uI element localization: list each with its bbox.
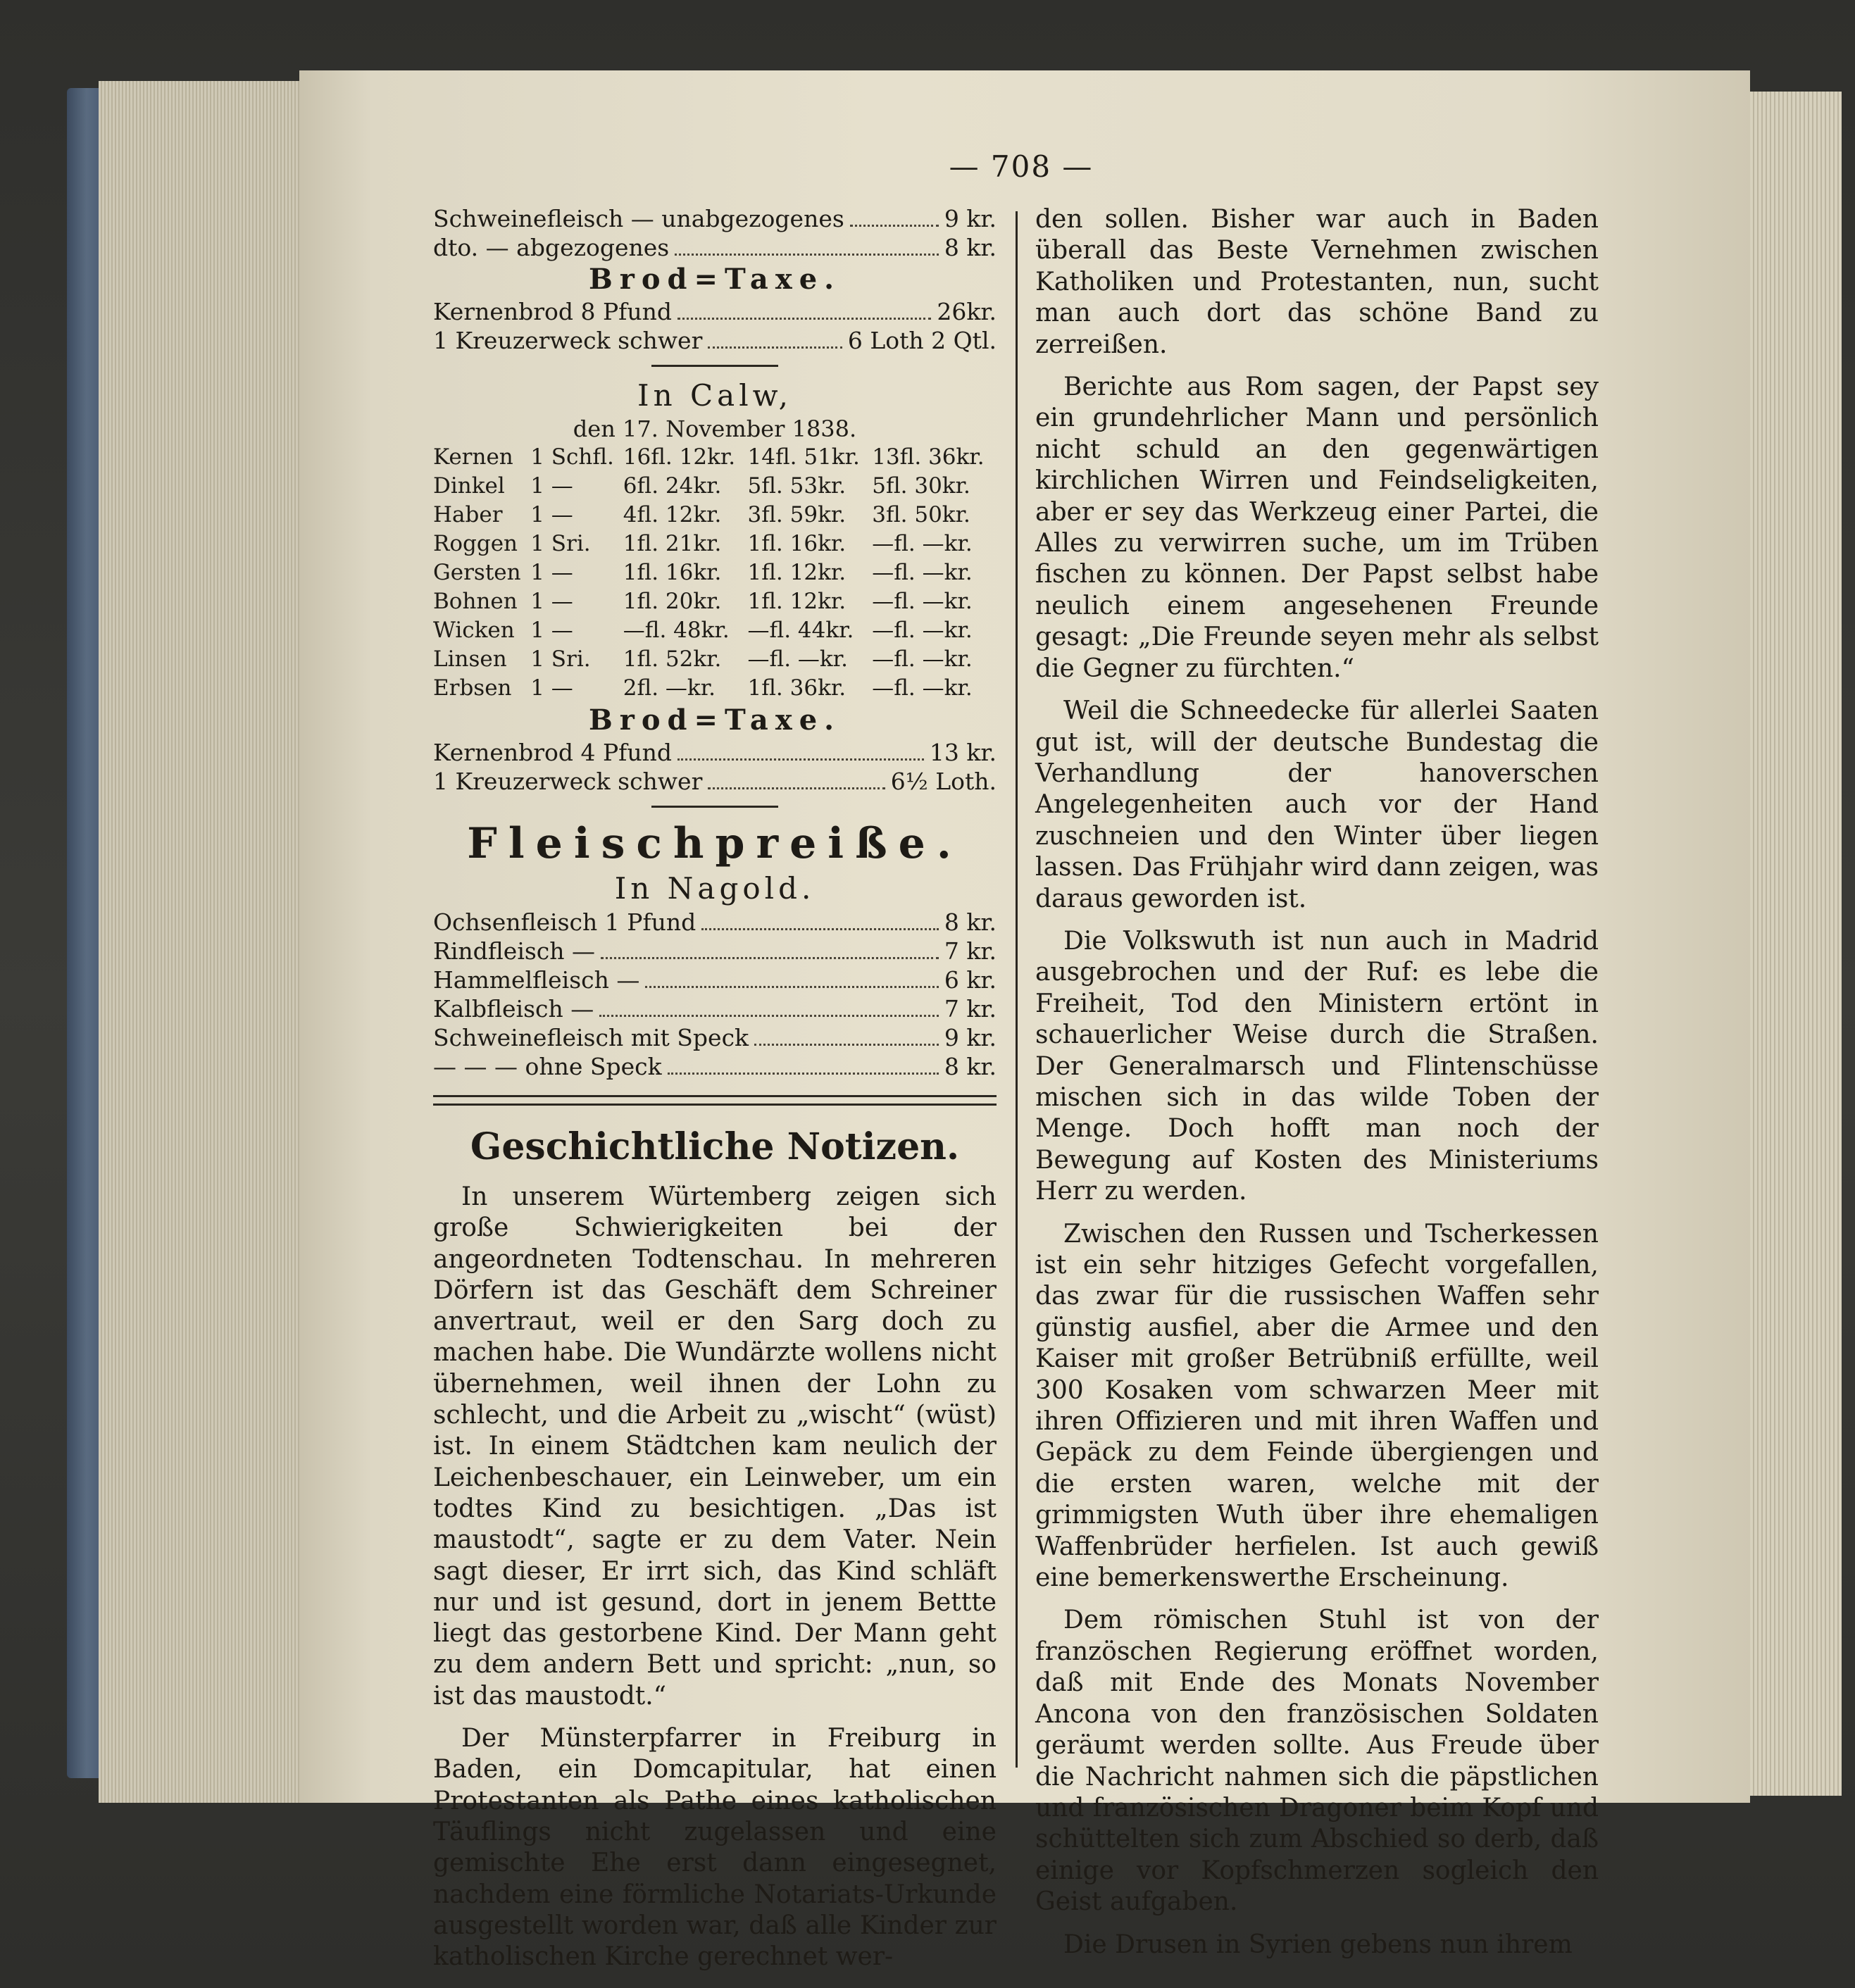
price-value: 8 kr. — [944, 908, 997, 936]
grain-cell-measure: 1 — — [530, 560, 573, 585]
article-paragraph: Die Drusen in Syrien gebens nun ihrem — [1063, 1930, 1573, 1959]
price-label: Kernenbrod 8 Pfund — [433, 298, 673, 325]
grain-row — [433, 616, 997, 645]
grain-row — [433, 587, 997, 616]
price-value: 6 kr. — [944, 966, 997, 994]
price-value: 9 kr. — [944, 1024, 997, 1051]
grain-cell-c1: 1fl. 21kr. — [623, 531, 722, 556]
grain-cell-c3: 13fl. 36kr. — [872, 444, 985, 470]
grain-cell-c2: —fl. 44kr. — [747, 618, 854, 643]
grain-cell-name: Erbsen — [433, 675, 512, 701]
price-label: Kalbfleisch — — [433, 995, 594, 1023]
grain-row — [433, 674, 997, 703]
price-row — [433, 965, 997, 994]
calw-heading: In Calw, — [637, 378, 792, 413]
price-value: 13 kr. — [929, 739, 997, 766]
grain-cell-c3: —fl. —kr. — [872, 531, 973, 556]
article-paragraph: Berichte aus Rom sagen, der Papst sey ein grundehrlicher Mann und persönlich nicht schuld an den gegenwärtigen kirchlichen Wirren und Feindseligkeiten, aber er sey das Werkzeug einer Partei, die Alles zu verwirren suche, um im Trüben fischen zu können. Der Papst selbst habe neulich einem angesehenen Freunde gesagt: „Die Freunde seyen mehr als selbst die Gegner zu fürchten.“ — [1035, 373, 1599, 683]
grain-cell-c3: 5fl. 30kr. — [872, 473, 970, 499]
grain-cell-c2: 5fl. 53kr. — [747, 473, 847, 499]
nagold-heading: In Nagold. — [614, 871, 816, 906]
price-value: 8 kr. — [944, 1053, 997, 1080]
grain-row — [433, 645, 997, 674]
brod-taxe-heading: Brod=Taxe. — [588, 263, 842, 296]
brod-taxe-heading: Brod=Taxe. — [588, 704, 842, 737]
grain-row — [433, 558, 997, 587]
price-row — [433, 233, 997, 262]
grain-cell-c2: 1fl. 12kr. — [747, 560, 847, 585]
price-row — [433, 297, 997, 326]
article-paragraph: In unserem Würtemberg zeigen sich große Schwierigkeiten bei der angeordneten Todtenschau. In mehreren Dörfern ist das Geschäft dem Schreiner anvertraut, weil er den Sarg doch zu machen habe. Die Wundärzte wollens nicht übernehmen, weil ihnen der Lohn zu schlecht, und die Arbeit zu „wischt“ (wüst) ist. In einem Städtchen kam neulich der Leichenbeschauer, ein Leinweber, um ein todtes Kind zu besichtigen. „Das ist maustodt“, sagte er zu dem Vater. Nein sagt dieser, Er irrt sich, das Kind schläft nur und ist gesund, dort in jenem Bettte liegt das gestorbene Kind. Der Mann geht zu dem andern Bett und spricht: „nun, so ist das maustodt.“ — [433, 1182, 997, 1711]
page-number: — 708 — — [949, 149, 1094, 184]
grain-row — [433, 443, 997, 472]
calw-date: den 17. November 1838. — [573, 415, 857, 442]
price-row — [433, 1052, 997, 1081]
grain-cell-c2: 1fl. 36kr. — [747, 675, 847, 701]
grain-cell-c1: —fl. 48kr. — [623, 618, 730, 643]
grain-row — [433, 530, 997, 558]
price-row — [433, 1023, 997, 1052]
grain-cell-c3: —fl. —kr. — [872, 646, 973, 672]
price-label: Schweinefleisch — unabgezogenes — [433, 205, 844, 232]
page-edges-right — [1750, 92, 1842, 1796]
price-value: 9 kr. — [944, 205, 997, 232]
grain-cell-measure: 1 Schfl. — [530, 444, 614, 470]
column-rule — [1016, 211, 1018, 1768]
grain-cell-measure: 1 — — [530, 675, 573, 701]
grain-cell-c2: 3fl. 59kr. — [747, 502, 847, 527]
left-column — [433, 204, 997, 1984]
price-row — [433, 994, 997, 1023]
grain-cell-measure: 1 — — [530, 618, 573, 643]
grain-cell-c2: 14fl. 51kr. — [747, 444, 860, 470]
grain-cell-name: Dinkel — [433, 473, 505, 499]
divider — [651, 365, 778, 367]
price-row — [433, 204, 997, 233]
price-value: 26kr. — [937, 298, 997, 325]
grain-cell-measure: 1 Sri. — [530, 646, 591, 672]
grain-cell-c1: 2fl. —kr. — [623, 675, 716, 701]
divider — [651, 806, 778, 808]
grain-cell-c1: 1fl. 52kr. — [623, 646, 722, 672]
grain-cell-c1: 16fl. 12kr. — [623, 444, 736, 470]
grain-price-table — [433, 443, 997, 703]
grain-cell-c3: 3fl. 50kr. — [872, 502, 970, 527]
price-label: Hammelfleisch — — [433, 966, 640, 994]
price-row — [433, 326, 997, 355]
article-paragraph: Weil die Schneedecke für allerlei Saaten gut ist, will der deutsche Bundestag die Verhandlung der hanoverschen Angelegenheiten auch vor der Hand zuschneien und den Winter über liegen lassen. Das Frühjahr wird dann zeigen, was daraus geworden ist. — [1035, 696, 1599, 913]
grain-cell-name: Linsen — [433, 646, 507, 672]
grain-cell-c3: —fl. —kr. — [872, 618, 973, 643]
fleischpreise-heading: Fleischpreiße. — [467, 819, 963, 868]
grain-cell-measure: 1 — — [530, 502, 573, 527]
price-label: Schweinefleisch mit Speck — [433, 1024, 749, 1051]
grain-cell-c2: 1fl. 16kr. — [747, 531, 847, 556]
grain-cell-c2: —fl. —kr. — [747, 646, 848, 672]
grain-cell-c1: 1fl. 20kr. — [623, 589, 722, 614]
grain-cell-name: Haber — [433, 502, 503, 527]
grain-cell-c1: 6fl. 24kr. — [623, 473, 722, 499]
article-paragraph: Zwischen den Russen und Tscherkessen ist ein sehr hitziges Gefecht vorgefallen, das zwar für die russischen Waffen sehr günstig ausfiel, aber die Armee und den Kaiser mit großer Betrübniß erfüllte, weil 300 Kosaken vom schwarzen Meer mit ihren Offizieren und mit ihren Waffen und Gepäck zu dem Feinde übergiengen und die ersten waren, welche mit der grimmigsten Wuth über ihre ehemaligen Waffenbrüder herfielen. Ist auch gewiß eine bemerkenswerthe Erscheinung. — [1035, 1219, 1599, 1593]
article-paragraph: den sollen. Bisher war auch in Baden überall das Beste Vernehmen zwischen Katholiken und Protestanten, nun, sucht man auch dort das schöne Band zu zerreißen. — [1035, 205, 1599, 359]
grain-cell-name: Gersten — [433, 560, 521, 585]
notizen-title: Geschichtliche Notizen. — [470, 1125, 960, 1168]
price-label: 1 Kreuzerweck schwer — [433, 768, 703, 795]
grain-cell-measure: 1 — — [530, 473, 573, 499]
right-column — [1035, 204, 1599, 1972]
price-value: 7 kr. — [944, 937, 997, 965]
grain-cell-c3: —fl. —kr. — [872, 560, 973, 585]
price-value: 7 kr. — [944, 995, 997, 1023]
article-paragraph: Dem römischen Stuhl ist von der französchen Regierung eröffnet worden, daß mit Ende des Monats November Ancona von den französischen Soldaten geräumt werden sollte. Aus Freude über die Nachricht nahmen sich die päpstlichen und französischen Dragoner beim Kopf und schüttelten sich zum Abschied so derb, daß einige vor Kopfschmerzen sogleich den Geist aufgaben. — [1035, 1606, 1599, 1917]
grain-cell-c1: 1fl. 16kr. — [623, 560, 722, 585]
double-divider — [433, 1095, 997, 1106]
grain-cell-name: Roggen — [433, 531, 518, 556]
article-paragraph: Der Münsterpfarrer in Freiburg in Baden, ein Domcapitular, hat einen Protestanten als Pathe eines katholischen Täuflings nicht zugelassen und eine gemischte Ehe erst dann eingesegnet, nachdem eine förmliche Notariats-Urkunde ausgestellt worden war, daß alle Kinder zur katholischen Kirche gerechnet wer- — [433, 1724, 997, 1972]
grain-cell-measure: 1 — — [530, 589, 573, 614]
grain-row — [433, 472, 997, 501]
meat-price-list — [433, 908, 997, 1081]
price-value: 6½ Loth. — [890, 768, 997, 795]
grain-cell-measure: 1 Sri. — [530, 531, 591, 556]
price-label: Rindfleisch — — [433, 937, 596, 965]
grain-cell-c3: —fl. —kr. — [872, 589, 973, 614]
price-label: — — — ohne Speck — [433, 1053, 662, 1080]
price-row — [433, 738, 997, 767]
price-label: dto. — abgezogenes — [433, 234, 670, 261]
grain-cell-name: Bohnen — [433, 589, 518, 614]
grain-cell-name: Kernen — [433, 444, 513, 470]
grain-cell-c2: 1fl. 12kr. — [747, 589, 847, 614]
price-label: 1 Kreuzerweck schwer — [433, 327, 703, 354]
article-paragraph: Die Volkswuth ist nun auch in Madrid ausgebrochen und der Ruf: es lebe die Freiheit, Tod den Ministern ertönt in schauerlicher Weise durch die Straßen. Der Generalmarsch und Flintenschüsse mischen sich in das wilde Toben der Menge. Doch hofft man noch der Bewegung auf Kosten des Ministeriums Herr zu werden. — [1035, 926, 1599, 1206]
price-row — [433, 908, 997, 937]
grain-row — [433, 501, 997, 530]
price-label: Ochsenfleisch 1 Pfund — [433, 908, 697, 936]
price-label: Kernenbrod 4 Pfund — [433, 739, 673, 766]
page-edges-left — [99, 81, 310, 1803]
price-value: 6 Loth 2 Qtl. — [847, 327, 997, 354]
grain-cell-c1: 4fl. 12kr. — [623, 502, 722, 527]
grain-cell-c3: —fl. —kr. — [872, 675, 973, 701]
price-row — [433, 937, 997, 965]
price-row — [433, 767, 997, 796]
price-value: 8 kr. — [944, 234, 997, 261]
grain-cell-name: Wicken — [433, 618, 515, 643]
